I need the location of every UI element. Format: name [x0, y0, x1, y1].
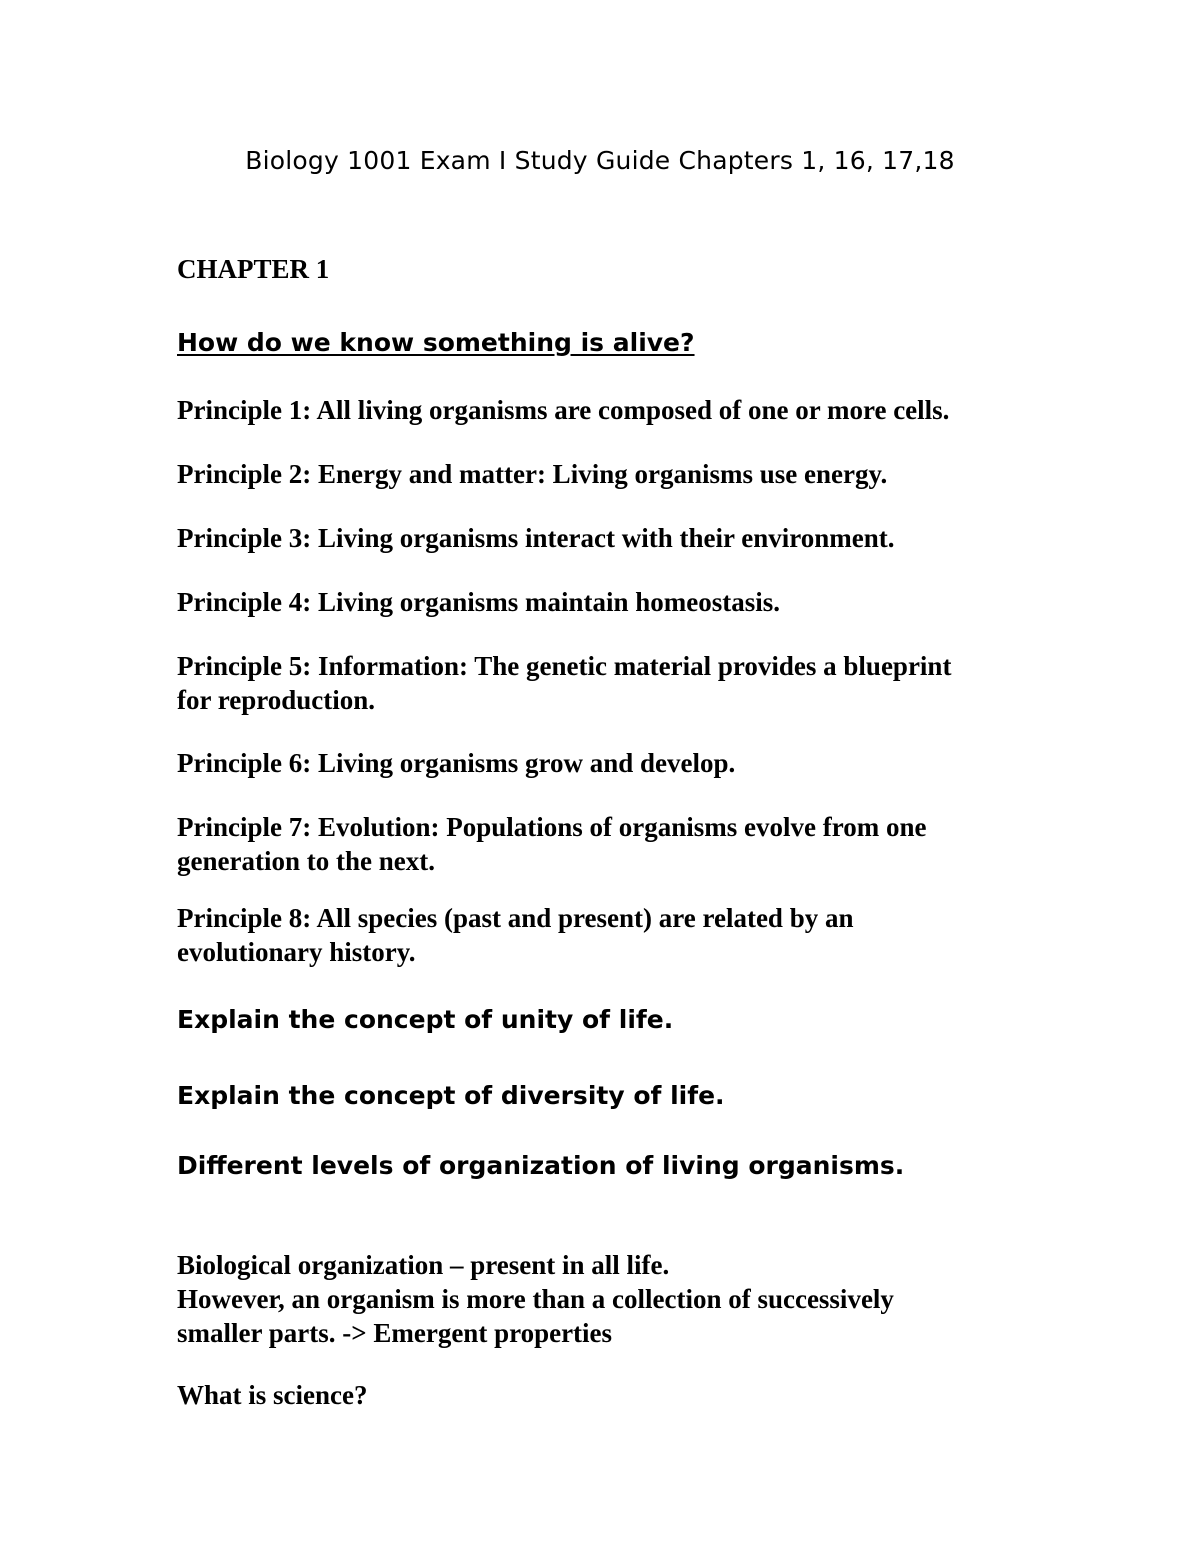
principle-4 — [177, 585, 1057, 619]
prompt-diversity-of-life: Explain the concept of diversity of life. — [177, 1081, 725, 1110]
principle-7 — [177, 810, 1057, 878]
prompt-unity-of-life: Explain the concept of unity of life. — [177, 1005, 674, 1034]
paragraph-line: Biological organization – present in all life. — [177, 1250, 670, 1280]
principle-line: Principle 4: Living organisms maintain homeostasis. — [177, 587, 781, 617]
principle-line: Principle 6: Living organisms grow and develop. — [177, 748, 736, 778]
principle-1 — [177, 393, 1057, 427]
principle-5 — [177, 649, 1057, 717]
biological-organization-paragraph — [177, 1248, 1057, 1350]
principle-line: generation to the next. — [177, 846, 435, 876]
principle-line: Principle 8: All species (past and present) are related by an — [177, 903, 854, 933]
principle-line: for reproduction. — [177, 685, 376, 715]
final-question: What is science? — [177, 1380, 368, 1410]
paragraph-line: However, an organism is more than a collection of successively — [177, 1284, 894, 1314]
principle-8 — [177, 901, 1057, 969]
principle-line: Principle 5: Information: The genetic material provides a blueprint — [177, 651, 952, 681]
principle-line: Principle 2: Energy and matter: Living organisms use energy. — [177, 459, 888, 489]
question-heading: How do we know something is alive? — [177, 328, 695, 357]
chapter-heading: CHAPTER 1 — [177, 254, 330, 284]
paragraph-line: smaller parts. -> Emergent properties — [177, 1318, 613, 1348]
document-title: Biology 1001 Exam I Study Guide Chapters 1, 16, 17,18 — [245, 146, 955, 175]
prompt-levels-of-organization: Different levels of organization of living organisms. — [177, 1151, 905, 1180]
principle-line: Principle 1: All living organisms are composed of one or more cells. — [177, 395, 950, 425]
principle-line: Principle 3: Living organisms interact with their environment. — [177, 523, 895, 553]
principle-3 — [177, 521, 1057, 555]
principle-line: Principle 7: Evolution: Populations of organisms evolve from one — [177, 812, 927, 842]
principle-6 — [177, 746, 1057, 780]
principle-line: evolutionary history. — [177, 937, 416, 967]
principle-2 — [177, 457, 1057, 491]
